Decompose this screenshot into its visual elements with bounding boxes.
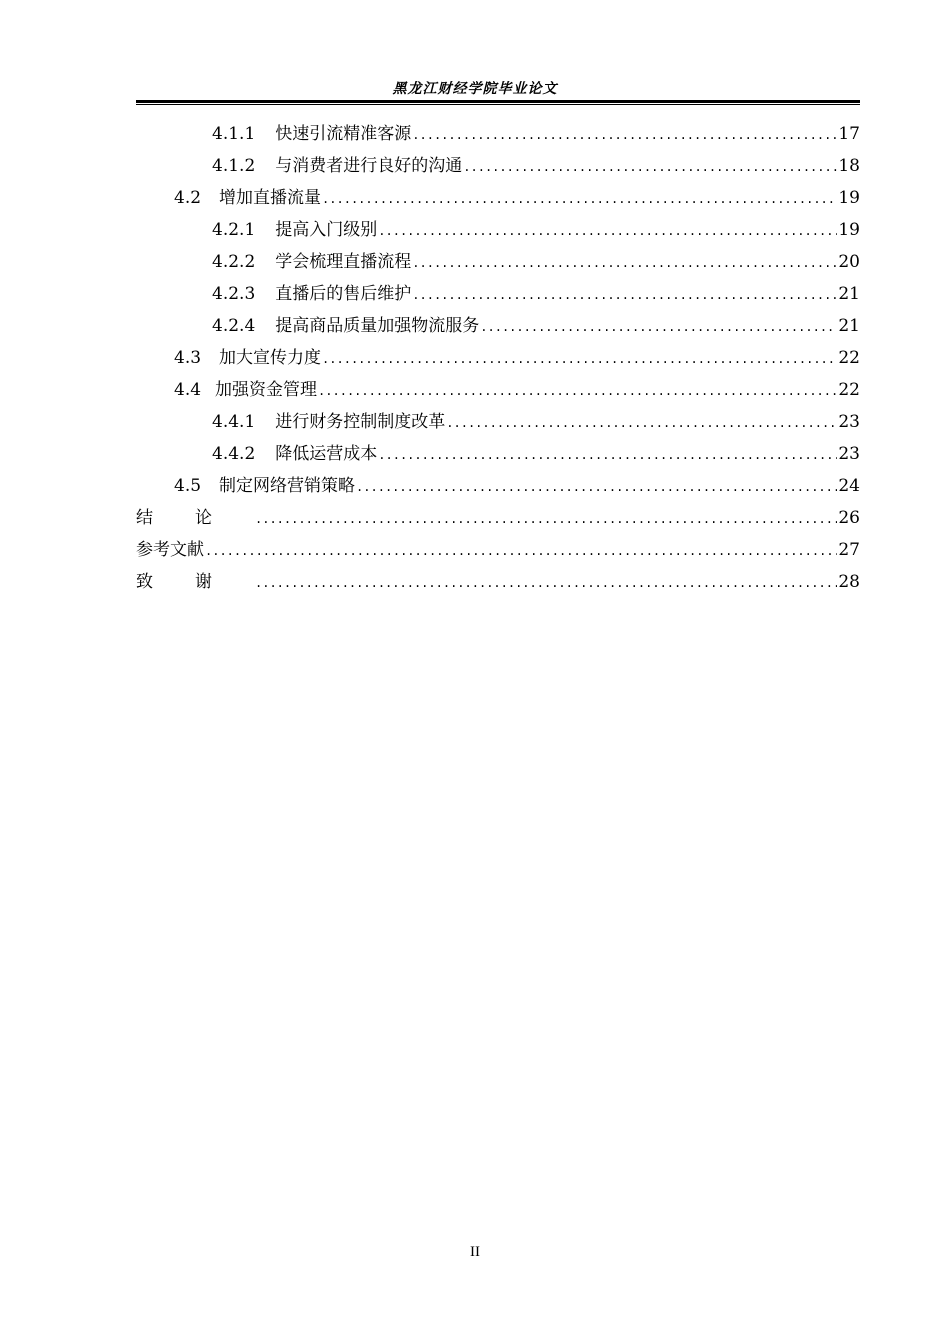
toc-entry[interactable] bbox=[136, 406, 860, 438]
toc-entry-number: 4.4 bbox=[174, 380, 202, 400]
toc-entry-title: 致谢 bbox=[136, 572, 254, 592]
toc-entry[interactable] bbox=[136, 374, 860, 406]
table-of-contents bbox=[136, 118, 860, 598]
toc-entry-number: 4.4.1 bbox=[212, 412, 256, 432]
toc-entry-number: 4.2.3 bbox=[212, 284, 256, 304]
toc-entry-page: 24 bbox=[838, 476, 860, 496]
toc-entry-number: 4.2.4 bbox=[212, 316, 256, 336]
page-header-title: 黑龙江财经学院毕业论文 bbox=[392, 81, 558, 97]
toc-entry-page: 19 bbox=[838, 220, 860, 240]
header-rule-thick bbox=[136, 100, 860, 103]
toc-entry[interactable] bbox=[136, 342, 860, 374]
toc-entry-title: 直播后的售后维护 bbox=[275, 284, 412, 304]
toc-entry-title: 加强资金管理 bbox=[215, 380, 318, 400]
toc-dot-leader bbox=[255, 567, 837, 599]
toc-entry[interactable] bbox=[136, 118, 860, 150]
toc-entry-page: 23 bbox=[838, 444, 860, 464]
toc-dot-leader bbox=[463, 151, 837, 183]
toc-entry-title: 快速引流精准客源 bbox=[275, 124, 412, 144]
toc-entry-number: 4.4.2 bbox=[212, 444, 256, 464]
toc-dot-leader bbox=[255, 503, 837, 535]
toc-entry-number: 4.2.1 bbox=[212, 220, 256, 240]
toc-dot-leader bbox=[322, 343, 837, 375]
toc-entry[interactable] bbox=[136, 566, 860, 598]
toc-entry-page: 27 bbox=[838, 540, 860, 560]
toc-dot-leader bbox=[318, 375, 837, 407]
toc-dot-leader bbox=[378, 439, 837, 471]
toc-entry-page: 26 bbox=[838, 508, 860, 528]
toc-entry-page: 22 bbox=[838, 380, 860, 400]
toc-dot-leader bbox=[412, 119, 837, 151]
toc-entry-page: 28 bbox=[838, 572, 860, 592]
toc-entry-page: 18 bbox=[838, 156, 860, 176]
toc-entry-title: 加大宣传力度 bbox=[219, 348, 322, 368]
toc-entry-page: 23 bbox=[838, 412, 860, 432]
toc-entry-title: 提高商品质量加强物流服务 bbox=[275, 316, 480, 336]
toc-entry-title: 增加直播流量 bbox=[219, 188, 322, 208]
toc-entry-title: 提高入门级别 bbox=[275, 220, 378, 240]
toc-entry-title: 进行财务控制制度改革 bbox=[275, 412, 446, 432]
toc-entry[interactable] bbox=[136, 310, 860, 342]
toc-entry-number: 4.2.2 bbox=[212, 252, 256, 272]
toc-entry[interactable] bbox=[136, 150, 860, 182]
toc-entry-title: 降低运营成本 bbox=[275, 444, 378, 464]
toc-dot-leader bbox=[205, 535, 837, 567]
toc-dot-leader bbox=[378, 215, 837, 247]
toc-entry[interactable] bbox=[136, 438, 860, 470]
toc-dot-leader bbox=[412, 247, 837, 279]
toc-entry-number: 4.3 bbox=[174, 348, 202, 368]
toc-entry[interactable] bbox=[136, 182, 860, 214]
toc-entry-page: 21 bbox=[838, 316, 860, 336]
toc-entry-page: 19 bbox=[838, 188, 860, 208]
toc-entry-title: 学会梳理直播流程 bbox=[275, 252, 412, 272]
toc-entry[interactable] bbox=[136, 278, 860, 310]
toc-entry[interactable] bbox=[136, 214, 860, 246]
toc-entry-title: 与消费者进行良好的沟通 bbox=[275, 156, 463, 176]
toc-entry-number: 4.5 bbox=[174, 476, 202, 496]
toc-entry-title: 制定网络营销策略 bbox=[219, 476, 356, 496]
footer-page-number: II bbox=[470, 1244, 480, 1260]
toc-entry-page: 21 bbox=[838, 284, 860, 304]
toc-entry[interactable] bbox=[136, 246, 860, 278]
header-rule-thin bbox=[136, 104, 860, 105]
toc-dot-leader bbox=[480, 311, 837, 343]
toc-entry-number: 4.2 bbox=[174, 188, 202, 208]
toc-dot-leader bbox=[412, 279, 837, 311]
toc-entry-title: 参考文献 bbox=[136, 540, 204, 560]
toc-entry[interactable] bbox=[136, 502, 860, 534]
toc-entry-page: 17 bbox=[838, 124, 860, 144]
toc-entry-number: 4.1.2 bbox=[212, 156, 256, 176]
toc-entry-title: 结论 bbox=[136, 508, 254, 528]
toc-dot-leader bbox=[322, 183, 837, 215]
toc-entry-page: 22 bbox=[838, 348, 860, 368]
toc-entry[interactable] bbox=[136, 470, 860, 502]
toc-dot-leader bbox=[446, 407, 837, 439]
toc-entry[interactable] bbox=[136, 534, 860, 566]
toc-entry-page: 20 bbox=[838, 252, 860, 272]
toc-dot-leader bbox=[356, 471, 837, 503]
toc-entry-number: 4.1.1 bbox=[212, 124, 256, 144]
